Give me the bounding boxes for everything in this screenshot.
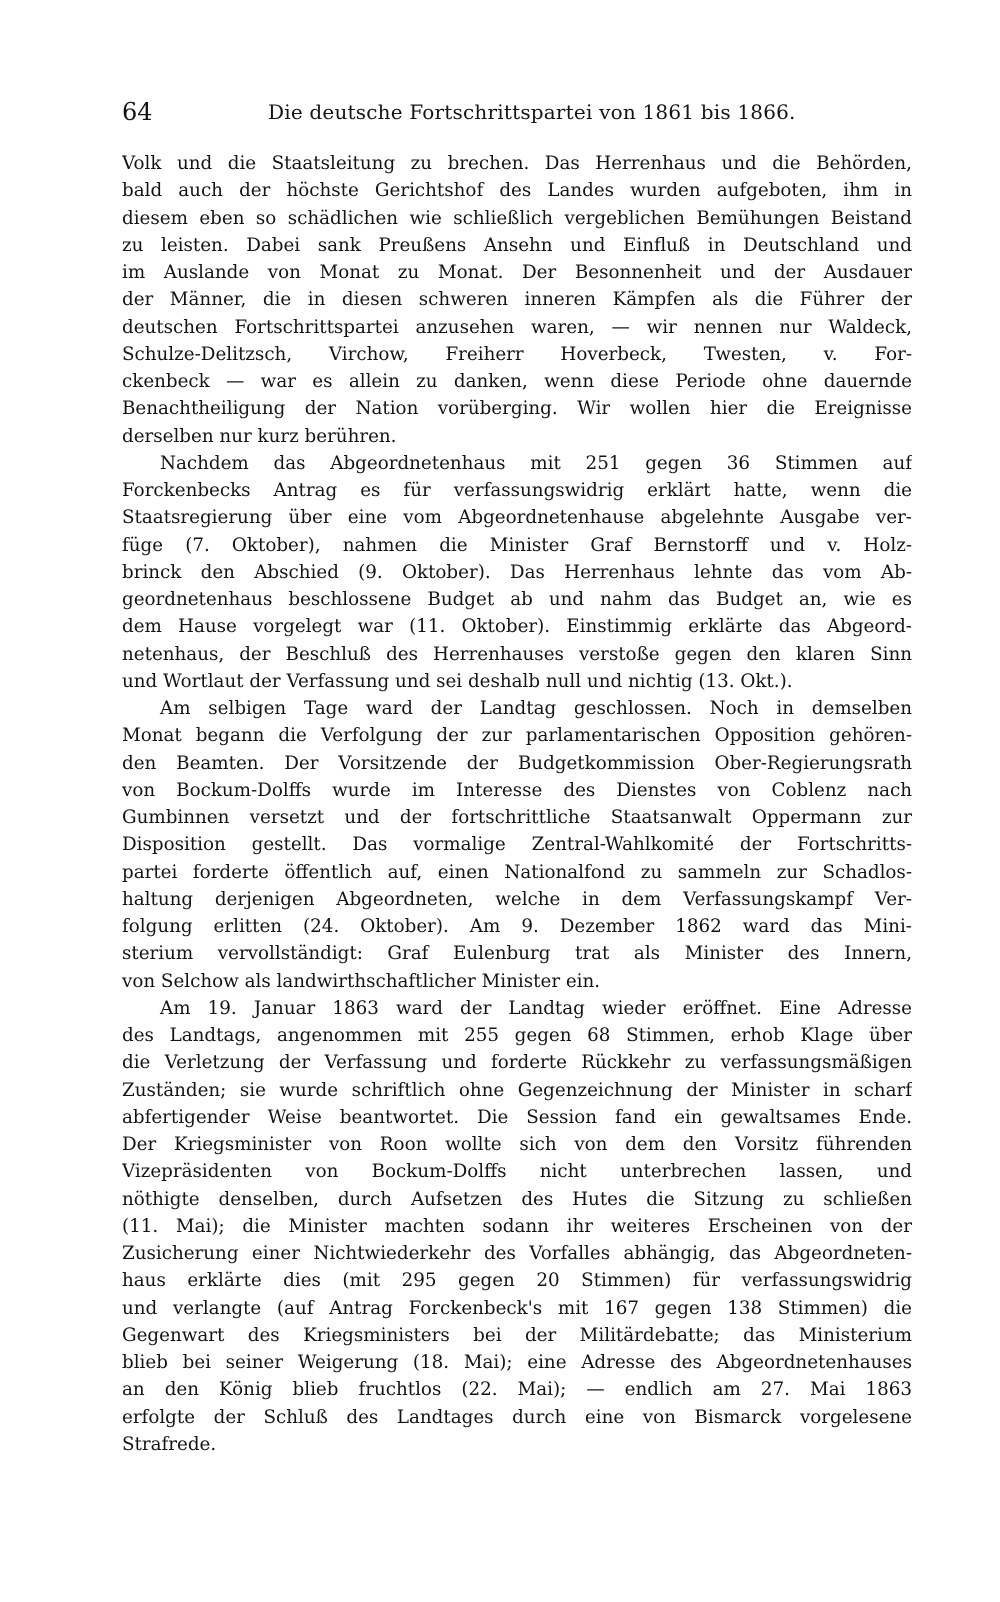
- text-line: und verlangte (auf Antrag Forckenbeck's mit 167 gegen 138 Stimmen) die: [122, 1297, 912, 1319]
- running-title: Die deutsche Fortschrittspartei von 1861 bis 1866.: [268, 100, 796, 124]
- text-line: den Beamten. Der Vorsitzende der Budgetkommission Ober-Regierungsrath: [122, 752, 912, 774]
- text-line: derselben nur kurz berühren.: [122, 425, 397, 447]
- page-number: 64: [122, 98, 153, 126]
- text-line: Gegenwart des Kriegsministers bei der Militärdebatte; das Ministerium: [122, 1324, 912, 1346]
- text-line: erfolgte der Schluß des Landtages durch eine von Bismarck vorgelesene: [122, 1406, 912, 1428]
- text-line: des Landtags, angenommen mit 255 gegen 68 Stimmen, erhob Klage über: [122, 1025, 912, 1046]
- text-line: Am 19. Januar 1863 ward der Landtag wieder eröffnet. Eine Adresse: [160, 997, 912, 1019]
- text-line: der Männer, die in diesen schweren inneren Kämpfen als die Führer der: [122, 289, 912, 311]
- text-line: abfertigender Weise beantwortet. Die Session fand ein gewaltsames Ende.: [122, 1106, 912, 1128]
- text-line: netenhaus, der Beschluß des Herrenhauses verstoße gegen den klaren Sinn: [122, 643, 912, 665]
- text-line: im Auslande von Monat zu Monat. Der Besonnenheit und der Ausdauer: [122, 262, 912, 283]
- text-line: Nachdem das Abgeordnetenhaus mit 251 gegen 36 Stimmen auf: [160, 452, 912, 474]
- text-line: bald auch der höchste Gerichtshof des Landes wurden aufgeboten, ihm in: [122, 180, 912, 202]
- text-line: deutschen Fortschrittspartei anzusehen waren, — wir nennen nur Waldeck,: [122, 316, 912, 338]
- text-line: Forckenbecks Antrag es für verfassungswidrig erklärt hatte, wenn die: [122, 480, 912, 501]
- text-line: Disposition gestellt. Das vormalige Zentral-Wahlkomité der Fortschritts-: [122, 834, 912, 856]
- text-line: nöthigte denselben, durch Aufsetzen des Hutes die Sitzung zu schließen: [122, 1188, 912, 1210]
- text-line: füge (7. Oktober), nahmen die Minister Graf Bernstorff und v. Holz-: [122, 534, 912, 556]
- text-line: dem Hause vorgelegt war (11. Oktober). Einstimmig erklärte das Abgeord-: [122, 616, 912, 638]
- text-line: blieb bei seiner Weigerung (18. Mai); eine Adresse des Abgeordnetenhauses: [122, 1352, 912, 1373]
- text-line: Am selbigen Tage ward der Landtag geschlossen. Noch in demselben: [160, 698, 912, 719]
- text-line: (11. Mai); die Minister machten sodann ihr weiteres Erscheinen von der: [122, 1215, 912, 1237]
- text-line: ckenbeck — war es allein zu danken, wenn diese Periode ohne dauernde: [122, 371, 912, 392]
- text-line: Monat begann die Verfolgung der zur parlamentarischen Opposition gehören-: [122, 725, 912, 747]
- text-line: geordnetenhaus beschlossene Budget ab und nahm das Budget an, wie es: [122, 589, 912, 610]
- text-line: Benachtheiligung der Nation vorüberging. Wir wollen hier die Ereignisse: [122, 398, 912, 420]
- text-line: Volk und die Staatsleitung zu brechen. Das Herrenhaus und die Behörden,: [122, 153, 912, 174]
- text-line: an den König blieb fruchtlos (22. Mai); — endlich am 27. Mai 1863: [122, 1379, 912, 1401]
- text-line: haltung derjenigen Abgeordneten, welche in dem Verfassungskampf Ver-: [122, 888, 912, 910]
- text-line: Der Kriegsminister von Roon wollte sich von dem den Vorsitz führenden: [122, 1134, 912, 1155]
- text-line: zu leisten. Dabei sank Preußens Ansehn und Einfluß in Deutschland und: [122, 234, 912, 256]
- text-line: brinck den Abschied (9. Oktober). Das Herrenhaus lehnte das vom Ab-: [122, 561, 912, 583]
- text-line: Zusicherung einer Nichtwiederkehr des Vorfalles abhängig, das Abgeordneten-: [122, 1243, 912, 1264]
- text-line: von Selchow als landwirthschaftlicher Minister ein.: [122, 970, 601, 992]
- text-line: Schulze-Delitzsch, Virchow, Freiherr Hoverbeck, Twesten, v. For-: [122, 343, 912, 365]
- text-line: Staatsregierung über eine vom Abgeordnetenhause abgelehnte Ausgabe ver-: [122, 507, 912, 529]
- text-line: folgung erlitten (24. Oktober). Am 9. Dezember 1862 ward das Mini-: [122, 916, 912, 937]
- text-line: die Verletzung der Verfassung und forderte Rückkehr zu verfassungsmäßigen: [122, 1052, 912, 1074]
- text-line: diesem eben so schädlichen wie schließlich vergeblichen Bemühungen Beistand: [122, 207, 912, 229]
- text-line: Zuständen; sie wurde schriftlich ohne Gegenzeichnung der Minister in scharf: [122, 1079, 912, 1101]
- body-text: [122, 150, 912, 1458]
- text-line: sterium vervollständigt: Graf Eulenburg trat als Minister des Innern,: [122, 943, 912, 965]
- text-line: Gumbinnen versetzt und der fortschrittliche Staatsanwalt Oppermann zur: [122, 807, 912, 828]
- text-line: Vizepräsidenten von Bockum-Dolffs nicht unterbrechen lassen, und: [122, 1161, 912, 1183]
- text-line: Strafrede.: [122, 1433, 217, 1455]
- text-line: von Bockum-Dolffs wurde im Interesse des Dienstes von Coblenz nach: [122, 779, 912, 801]
- text-line: partei forderte öffentlich auf, einen Nationalfond zu sammeln zur Schadlos-: [122, 861, 912, 883]
- text-line: und Wortlaut der Verfassung und sei deshalb null und nichtig (13. Okt.).: [122, 670, 793, 692]
- text-line: haus erklärte dies (mit 295 gegen 20 Stimmen) für verfassungswidrig: [122, 1270, 912, 1292]
- running-head: [122, 92, 912, 132]
